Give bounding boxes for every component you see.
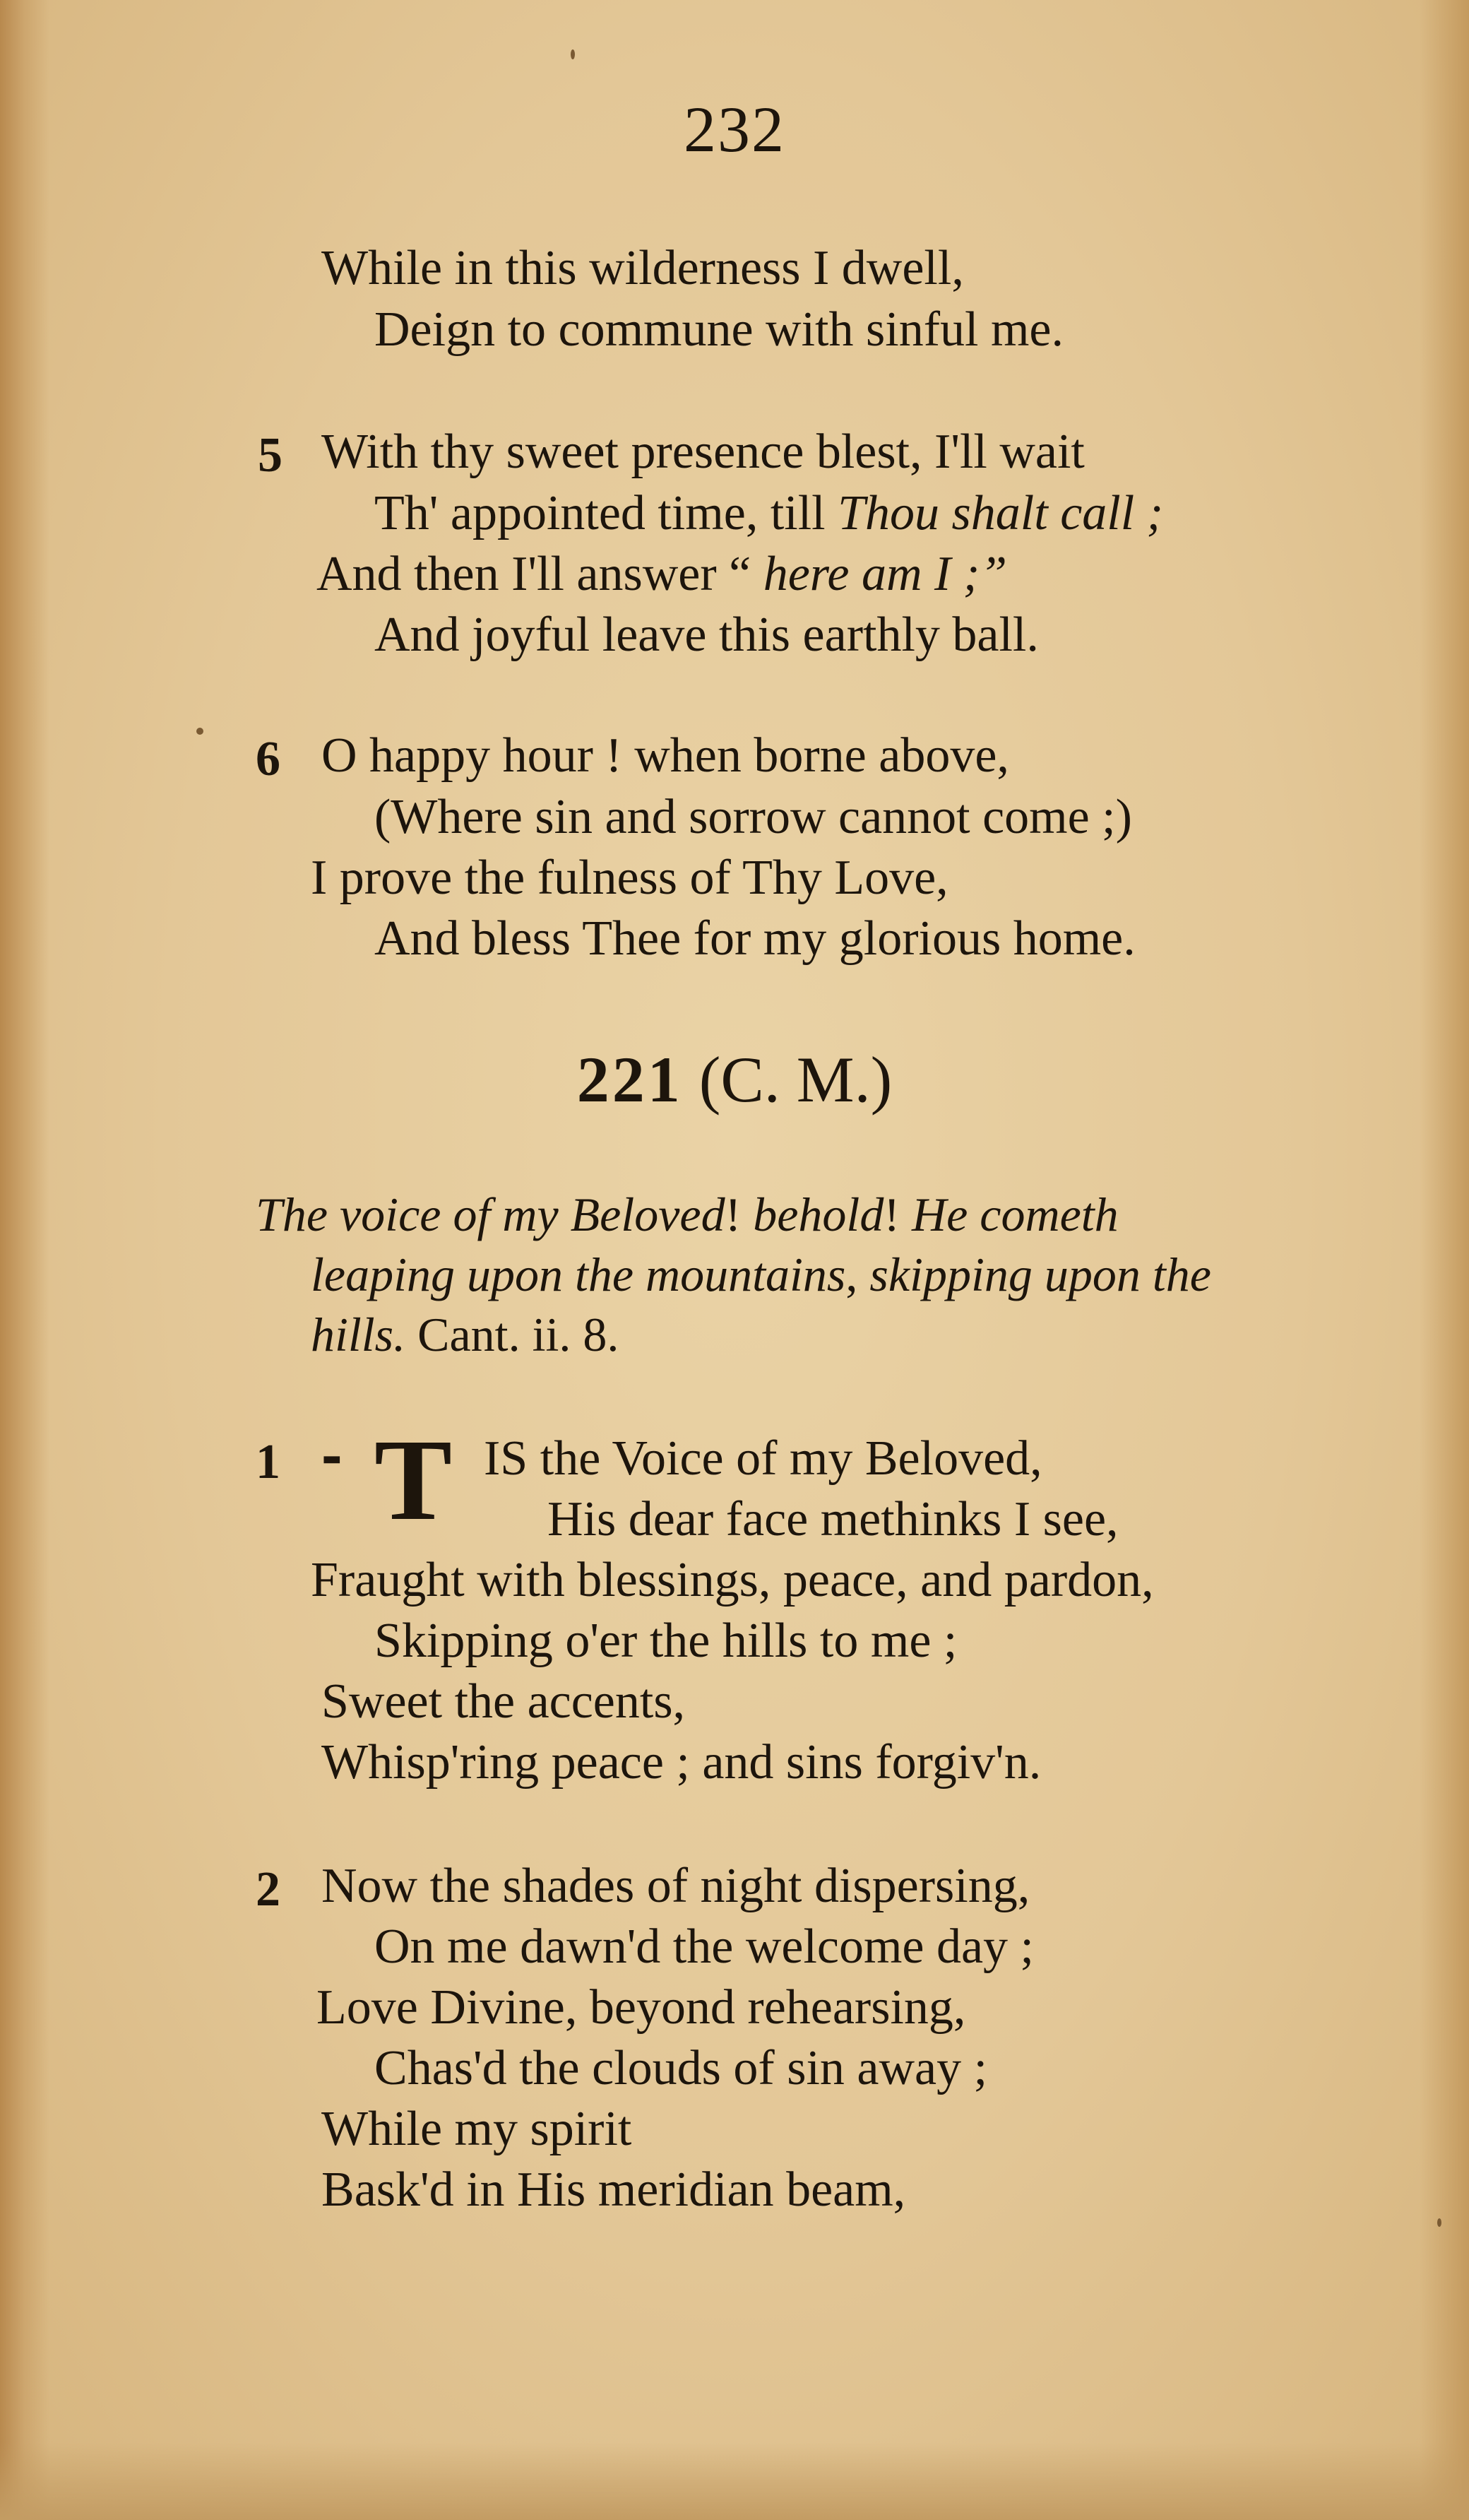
verse-text-italic: here am I ;”: [763, 547, 1008, 601]
drop-cap: T: [374, 1415, 453, 1544]
ink-spot: [571, 49, 575, 59]
hymn-heading: [0, 1042, 1469, 1117]
verse-line: Bask'd in His meridian beam,: [321, 2163, 906, 2217]
page-edge-right: [1420, 0, 1469, 2520]
epigraph-line: [256, 1188, 1119, 1241]
epigraph-line: [311, 1308, 619, 1361]
epigraph-punct: ,: [845, 1248, 870, 1301]
verse-line: And joyful leave this earthly ball.: [374, 608, 1039, 662]
epigraph-punct: !: [884, 1188, 912, 1241]
verse-line: Whisp'ring peace ; and sins forgiv'n.: [321, 1735, 1042, 1790]
verse-line: IS the Voice of my Beloved,: [484, 1431, 1042, 1486]
epigraph-italic: He cometh: [911, 1188, 1119, 1241]
verse-line: With thy sweet presence blest, I'll wait: [321, 425, 1085, 479]
verse-line: [316, 547, 1008, 601]
verse-text: Th' appointed time, till: [374, 486, 838, 540]
verse-line: Deign to commune with sinful me.: [374, 302, 1064, 357]
verse-line: Fraught with blessings, peace, and pardon,: [311, 1553, 1154, 1607]
verse-line: On me dawn'd the welcome day ;: [374, 1919, 1034, 1974]
epigraph-italic: leaping upon the mountains: [311, 1248, 846, 1301]
epigraph-italic: The voice of my Beloved: [256, 1188, 725, 1241]
verse-line: Chas'd the clouds of sin away ;: [374, 2041, 988, 2095]
page-edge-bottom: [0, 2442, 1469, 2520]
verse-line: I prove the fulness of Thy Love,: [311, 851, 948, 905]
verse-number: 1: [256, 1435, 280, 1489]
hymn-meter: (C. M.): [698, 1043, 893, 1116]
epigraph-citation: Cant. ii. 8.: [405, 1308, 619, 1361]
hymn-number: 221: [576, 1043, 683, 1116]
verse-text-italic: Thou shalt call ;: [838, 486, 1163, 540]
epigraph-italic: skipping upon the: [869, 1248, 1211, 1301]
page-edge-left: [0, 0, 49, 2520]
verse-line: (Where sin and sorrow cannot come ;): [374, 790, 1132, 844]
verse-line: And bless Thee for my glorious home.: [374, 911, 1136, 966]
verse-number: 6: [256, 732, 280, 786]
page-number: 232: [684, 93, 785, 165]
epigraph-italic: behold: [753, 1188, 884, 1241]
verse-line: While my spirit: [321, 2102, 632, 2156]
verse-line: His dear face methinks I see,: [547, 1492, 1119, 1546]
verse-line: Now the shades of night dispersing,: [321, 1859, 1030, 1913]
verse-line: Skipping o'er the hills to me ;: [374, 1614, 958, 1668]
epigraph-punct: !: [725, 1188, 754, 1241]
verse-text: And then I'll answer “: [316, 547, 763, 601]
epigraph-italic: hills.: [311, 1308, 406, 1361]
verse-line: [374, 486, 1163, 540]
ink-spot: [196, 728, 203, 735]
verse-line: Sweet the accents,: [321, 1674, 686, 1729]
ink-spot: [1437, 2218, 1441, 2227]
epigraph-line: [311, 1250, 1211, 1299]
pilcrow-mark: ⁃: [319, 1435, 344, 1489]
verse-line: Love Divine, beyond rehearsing,: [316, 1980, 966, 2035]
verse-number: 5: [258, 428, 282, 483]
verse-line: O happy hour ! when borne above,: [321, 728, 1009, 783]
verse-number: 2: [256, 1862, 280, 1917]
verse-line: While in this wilderness I dwell,: [321, 241, 964, 295]
